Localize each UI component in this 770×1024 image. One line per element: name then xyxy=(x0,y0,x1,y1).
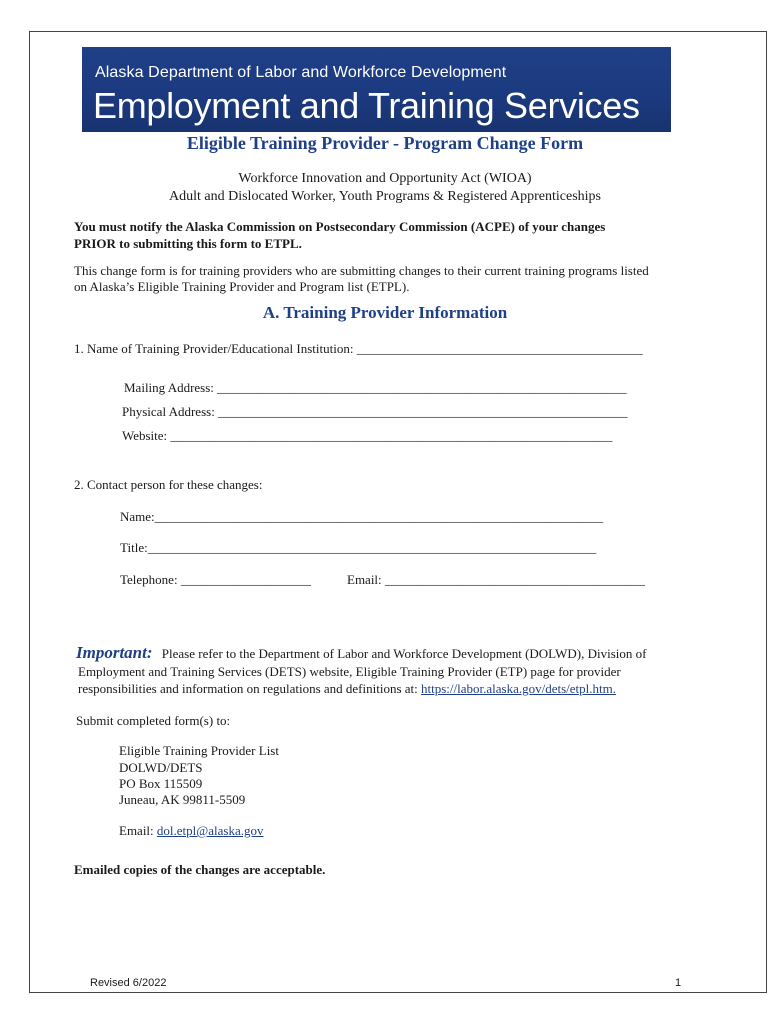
important-text-3: responsibilities and information on regulations and definitions at: xyxy=(78,681,421,696)
provider-name-field[interactable]: 1. Name of Training Provider/Educational Institution: ____________________________________________ xyxy=(74,341,643,356)
contact-title-field[interactable]: Title:_____________________________________________________________________ xyxy=(120,540,597,555)
address-line-4: Juneau, AK 99811-5509 xyxy=(119,792,246,807)
form-title: Eligible Training Provider - Program Change Form xyxy=(186,133,584,153)
important-text-1: Please refer to the Department of Labor and Workforce Development (DOLWD), Division of xyxy=(161,646,647,661)
submit-email-line xyxy=(119,823,263,839)
banner-title: Employment and Training Services xyxy=(93,85,640,126)
intro-line-2: on Alaska’s Eligible Training Provider and Program list (ETPL). xyxy=(74,279,410,294)
submit-email-label: Email: xyxy=(119,823,157,838)
page-number: 1 xyxy=(675,977,682,989)
mailing-address-field[interactable]: Mailing Address: _______________________________________________________________ xyxy=(124,380,627,395)
address-line-2: DOLWD/DETS xyxy=(119,760,203,775)
submit-email-link[interactable]: dol.etpl@alaska.gov xyxy=(156,823,264,838)
header-banner xyxy=(82,47,671,132)
submit-heading: Submit completed form(s) to: xyxy=(76,713,231,728)
act-line-1: Workforce Innovation and Opportunity Act (WIOA) xyxy=(238,171,532,186)
act-line-2: Adult and Dislocated Worker, Youth Programs & Registered Apprenticeships xyxy=(169,189,601,204)
banner-subtitle: Alaska Department of Labor and Workforce Development xyxy=(95,64,507,81)
emailed-note: Emailed copies of the changes are acceptable. xyxy=(74,862,326,877)
important-paragraph-line-1 xyxy=(76,643,647,663)
address-line-3: PO Box 115509 xyxy=(119,776,203,791)
important-label: Important: xyxy=(76,643,153,662)
revised-date: Revised 6/2022 xyxy=(90,977,167,989)
etpl-website-link[interactable]: https://labor.alaska.gov/dets/etpl.htm. xyxy=(421,681,616,696)
important-paragraph-line-3 xyxy=(78,681,616,697)
section-a-title: A. Training Provider Information xyxy=(262,303,508,322)
notice-line-1: You must notify the Alaska Commission on Postsecondary Commission (ACPE) of your changes xyxy=(74,219,606,234)
contact-name-field[interactable]: Name:_____________________________________________________________________ xyxy=(120,509,604,524)
notice-line-2: PRIOR to submitting this form to ETPL. xyxy=(74,236,302,251)
intro-line-1: This change form is for training providers who are submitting changes to their current training programs listed xyxy=(74,263,649,278)
important-text-2: Employment and Training Services (DETS) website, Eligible Training Provider (ETP) page for provider xyxy=(78,664,621,679)
telephone-field[interactable]: Telephone: ____________________ xyxy=(120,572,311,587)
address-line-1: Eligible Training Provider List xyxy=(119,743,279,758)
contact-heading: 2. Contact person for these changes: xyxy=(74,477,263,492)
email-field[interactable]: Email: ________________________________________ xyxy=(347,572,645,587)
physical-address-field[interactable]: Physical Address: _______________________________________________________________ xyxy=(122,404,628,419)
website-field[interactable]: Website: ____________________________________________________________________ xyxy=(122,428,613,443)
